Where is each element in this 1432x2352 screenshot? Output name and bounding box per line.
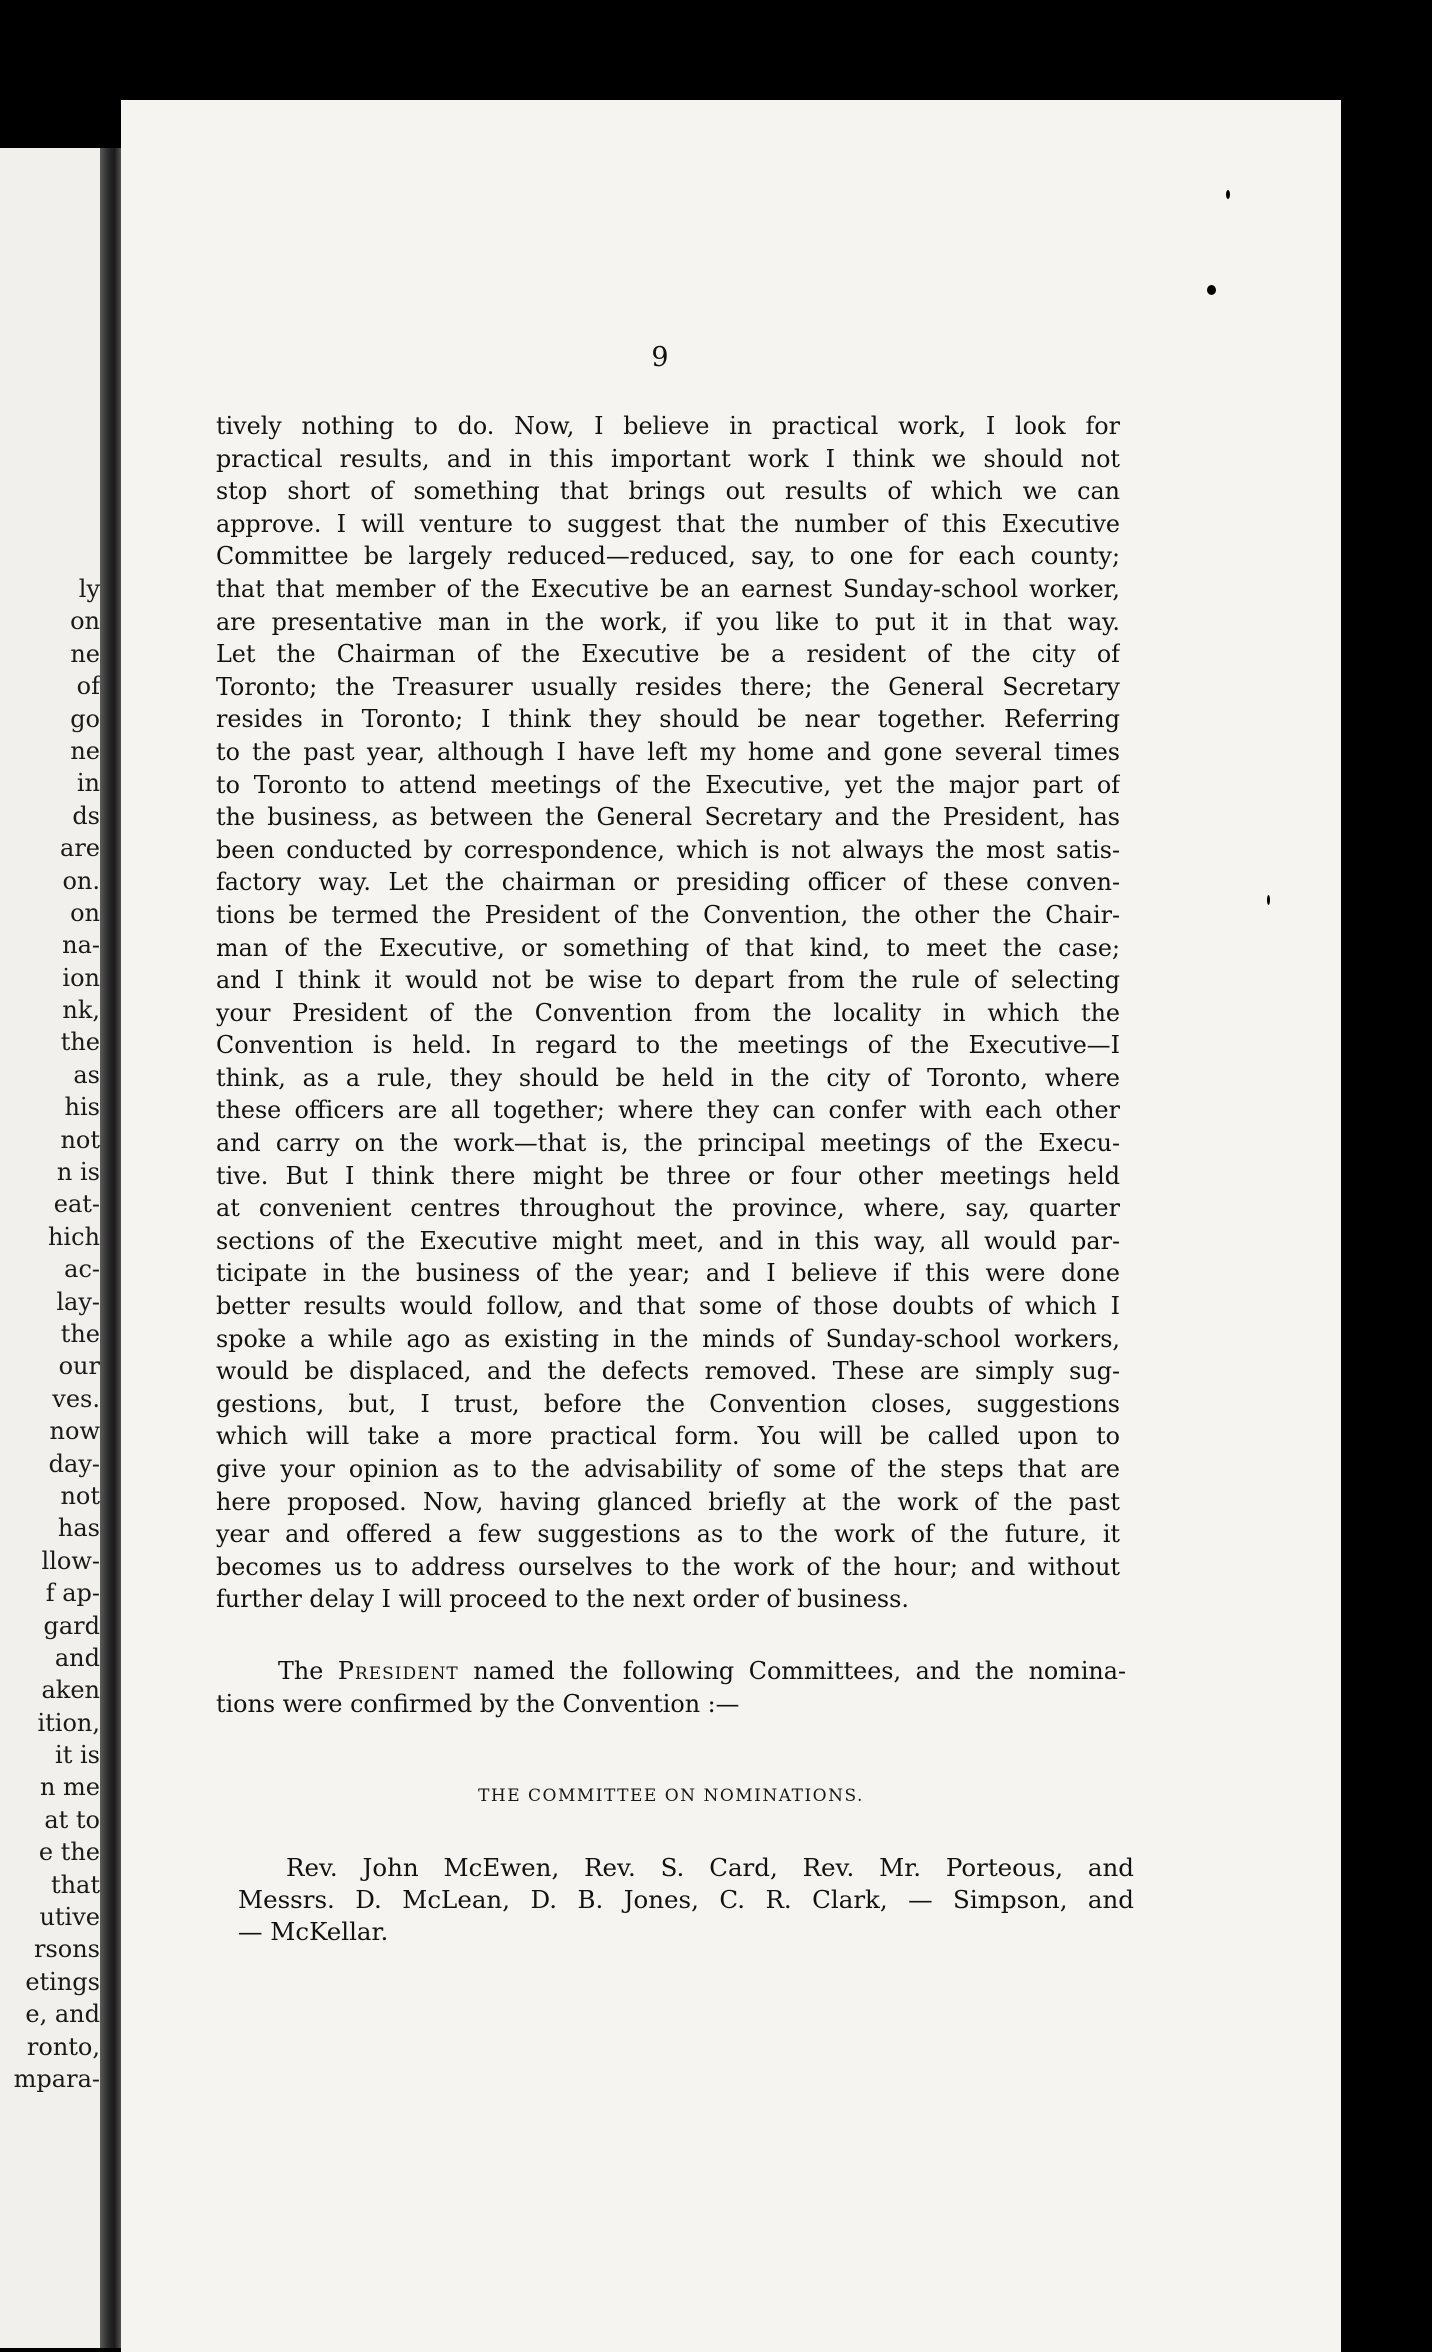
left-page-fragment: on [70, 607, 100, 636]
left-page-fragment: mpara- [13, 2064, 100, 2093]
left-page-fragment: ne [70, 736, 100, 765]
left-page-fragment: utive [39, 1903, 100, 1932]
body-line: which will take a more practical form. You will be called upon to [216, 1422, 1120, 1451]
left-page-fragment: ition, [37, 1708, 100, 1737]
left-page-fragment: are [60, 834, 100, 863]
president-word: President [337, 1657, 459, 1685]
left-page-fragment: gard [43, 1611, 100, 1640]
left-page-fragment: now [49, 1417, 100, 1446]
left-page-fragment: ly [78, 575, 100, 603]
scan-speck [1267, 895, 1270, 905]
left-page-fragment: his [64, 1093, 100, 1122]
body-line: tive. But I think there might be three or four other meetings held [216, 1161, 1120, 1190]
left-page-fragment: as [73, 1060, 100, 1089]
scan-speck [1207, 285, 1216, 295]
body-line: better results would follow, and that some of those doubts of which I [216, 1292, 1120, 1321]
body-line: to Toronto to attend meetings of the Executive, yet the major part of [216, 770, 1120, 799]
left-page-fragment: at to [44, 1805, 100, 1834]
body-line: to the past year, although I have left my home and gone several times [216, 737, 1120, 766]
left-page-fragment: aken [41, 1676, 100, 1705]
body-line: would be displaced, and the defects removed. These are simply sug- [216, 1357, 1120, 1386]
left-page-fragment: not [60, 1481, 100, 1510]
left-page-fragment: lay- [56, 1287, 100, 1316]
body-line: sections of the Executive might meet, and in this way, all would par- [216, 1226, 1120, 1255]
body-line: think, as a rule, they should be held in the city of Toronto, where [216, 1063, 1120, 1092]
left-page-fragment: in [76, 769, 100, 798]
body-line: stop short of something that brings out results of which we can [216, 477, 1120, 506]
left-page-fragment: of [76, 672, 100, 701]
president-paragraph-line-1: The President named the following Committees, and the nomina- [278, 1657, 1126, 1685]
main-body-text [216, 410, 1120, 1616]
body-line: becomes us to address ourselves to the work of the hour; and without [216, 1552, 1120, 1581]
left-page-edge [0, 148, 105, 2348]
left-page-fragment: rsons [33, 1935, 100, 1964]
committee-heading: THE COMMITTEE ON NOMINATIONS. [478, 1786, 864, 1806]
left-page-fragment: the [60, 1319, 100, 1348]
left-page-fragment: ves. [52, 1384, 100, 1413]
body-line: are presentative man in the work, if you like to put it in that way. [216, 607, 1120, 636]
left-page-fragment: has [57, 1514, 100, 1543]
body-line: Committee be largely reduced—reduced, say, to one for each county; [216, 542, 1120, 571]
left-page-fragment: on [70, 898, 100, 927]
left-page-fragment: that [50, 1870, 100, 1899]
left-page-fragment: ac- [64, 1255, 100, 1284]
body-line: give your opinion as to the advisability of some of the steps that are [216, 1455, 1120, 1483]
left-page-fragment: llow- [41, 1546, 100, 1575]
left-page-fragment: e the [38, 1838, 100, 1867]
left-page-fragment: day- [48, 1449, 100, 1478]
scan-speck [1226, 190, 1230, 199]
left-page-fragment: ds [72, 801, 100, 830]
body-line: approve. I will venture to suggest that the number of this Executive [216, 509, 1120, 538]
committee-member-line: — McKellar. [238, 1917, 389, 1946]
body-line: spoke a while ago as existing in the minds of Sunday-school workers, [216, 1324, 1120, 1353]
body-line: your President of the Convention from the locality in which the [216, 998, 1120, 1027]
body-line: at convenient centres throughout the province, where, say, quarter [216, 1194, 1120, 1223]
body-line: factory way. Let the chairman or presiding officer of these conven- [216, 868, 1120, 897]
body-line: Let the Chairman of the Executive be a resident of the city of [216, 640, 1120, 669]
left-page-fragment: on. [62, 866, 100, 895]
left-page-fragment: e, and [25, 2000, 100, 2029]
body-line: these officers are all together; where they can confer with each other [216, 1096, 1120, 1125]
body-line: Toronto; the Treasurer usually resides there; the General Secretary [216, 672, 1120, 701]
left-page-fragment: the [60, 1028, 100, 1057]
left-page-fragment: it is [55, 1741, 100, 1770]
left-page-fragment: etings [25, 1967, 100, 1996]
left-page-fragment: nk, [62, 996, 100, 1025]
page-number: 9 [651, 342, 669, 373]
left-page-fragment: our [58, 1352, 100, 1381]
left-page-fragment: and [54, 1643, 100, 1672]
body-line: resides in Toronto; I think they should be near together. Referring [216, 705, 1120, 734]
left-page-fragment: n me [39, 1773, 100, 1802]
body-line: gestions, but, I trust, before the Convention closes, suggestions [216, 1389, 1120, 1418]
body-line: ticipate in the business of the year; and I believe if this were done [216, 1259, 1120, 1288]
body-line: the business, as between the General Secretary and the President, has [216, 803, 1120, 832]
body-line: been conducted by correspondence, which is not always the most satis- [216, 835, 1120, 864]
left-page-fragment: hich [47, 1222, 100, 1251]
left-page-fragment: ne [70, 639, 100, 668]
left-page-fragment: not [60, 1125, 100, 1154]
body-line: year and offered a few suggestions as to the work of the future, it [216, 1520, 1120, 1549]
left-page-fragment: eat- [53, 1190, 100, 1219]
left-page-text-fragments [0, 573, 100, 2095]
body-line: and carry on the work—that is, the principal meetings of the Execu- [216, 1129, 1120, 1158]
president-paragraph [216, 1655, 1126, 1720]
left-page-fragment: f ap- [45, 1579, 100, 1608]
body-line: Convention is held. In regard to the meetings of the Executive—I [216, 1031, 1120, 1060]
left-page-fragment: na- [62, 931, 100, 960]
left-page-fragment: ronto, [26, 2032, 100, 2061]
left-page-fragment: n is [56, 1158, 100, 1187]
body-line: that that member of the Executive be an earnest Sunday-school worker, [216, 574, 1120, 603]
body-line: further delay I will proceed to the next order of business. [216, 1585, 909, 1614]
body-line: practical results, and in this important work I think we should not [216, 444, 1120, 473]
committee-member-line: Rev. John McEwen, Rev. S. Card, Rev. Mr. Porteous, and [286, 1853, 1134, 1882]
left-page-fragment: go [70, 704, 100, 733]
committee-members [238, 1852, 1134, 1948]
body-line: tions be termed the President of the Convention, the other the Chair- [216, 900, 1120, 929]
committee-member-line: Messrs. D. McLean, D. B. Jones, C. R. Clark, — Simpson, and [238, 1885, 1134, 1914]
body-line: tively nothing to do. Now, I believe in practical work, I look for [216, 412, 1120, 440]
body-line: and I think it would not be wise to depart from the rule of selecting [216, 966, 1120, 995]
body-line: here proposed. Now, having glanced briefly at the work of the past [216, 1487, 1120, 1516]
left-page-fragment: ion [62, 963, 100, 992]
president-paragraph-line-2: tions were confirmed by the Convention :— [216, 1689, 740, 1718]
body-line: man of the Executive, or something of that kind, to meet the case; [216, 933, 1120, 962]
